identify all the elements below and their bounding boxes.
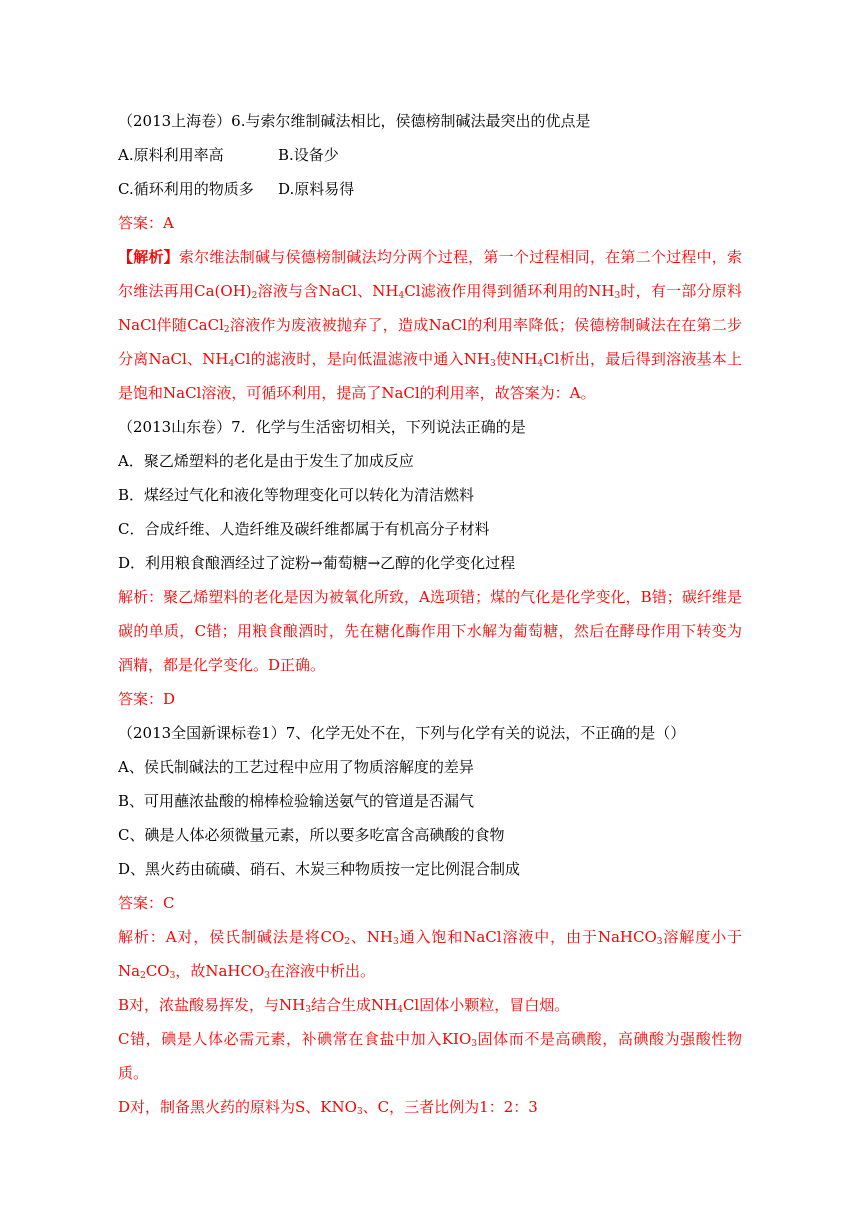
q1-option-d: D.原料易得 xyxy=(278,180,355,198)
analysis-tag: 【解析】 xyxy=(118,248,179,266)
q2-option-a: A．聚乙烯塑料的老化是由于发生了加成反应 xyxy=(118,452,414,470)
q1-answer: 答案：A xyxy=(118,214,174,232)
q1-option-c: C.循环利用的物质多 xyxy=(118,180,254,198)
q3-answer: 答案：C xyxy=(118,894,175,912)
q3-option-c: C、碘是人体必须微量元素，所以要多吃富含高碘酸的食物 xyxy=(118,826,505,844)
q3-analysis-b: B对，浓盐酸易挥发，与$NH_3$结合生成$NH_4Cl$固体小颗粒，冒白烟。 xyxy=(118,996,570,1015)
q3-analysis-a: 解析：A对，侯氏制碱法是将$CO_2$、$NH_3$通入饱和NaCl溶液中，由于NaHCO$_3$溶解度小于$Na_2CO_3$，故NaHCO$_3$在溶液中析出。 xyxy=(118,928,742,981)
document-page xyxy=(118,104,742,1124)
q2-answer: 答案：D xyxy=(118,690,176,708)
q1-option-b: B.设备少 xyxy=(278,146,339,164)
q2-analysis: 解析：聚乙烯塑料的老化是因为被氧化所致，A选项错；煤的气化是化学变化，B错；碳纤维是碳的单质，C错；用粮食酿酒时，先在糖化酶作用下水解为葡萄糖，然后在酵母作用下转变为酒精，都是化学变化。D正确。 xyxy=(118,588,742,674)
q1-option-a: A.原料利用率高 xyxy=(118,146,224,164)
q3-stem: （2013全国新课标卷1）7、化学无处不在，下列与化学有关的说法，不正确的是（） xyxy=(118,724,686,742)
q3-option-b: B、可用蘸浓盐酸的棉棒检验输送氨气的管道是否漏气 xyxy=(118,792,475,810)
q3-option-a: A、侯氏制碱法的工艺过程中应用了物质溶解度的差异 xyxy=(118,758,474,776)
q3-analysis-c: C错，碘是人体必需元素，补碘常在食盐中加入$KIO_3$固体而不是高碘酸，高碘酸为强酸性物质。 xyxy=(118,1030,742,1082)
q2-option-c: C．合成纤维、人造纤维及碳纤维都属于有机高分子材料 xyxy=(118,520,490,538)
q2-option-b: B．煤经过气化和液化等物理变化可以转化为清洁燃料 xyxy=(118,486,475,504)
q1-options-row1 xyxy=(118,138,742,172)
q1-options-row2 xyxy=(118,172,742,206)
q2-stem: （2013山东卷）7．化学与生活密切相关，下列说法正确的是 xyxy=(118,418,526,436)
q1-analysis: 【解析】索尔维法制碱与侯德榜制碱法均分两个过程，第一个过程相同，在第二个过程中，索尔维法再用$Ca(OH)_2$溶液与含NaCl、$NH_4Cl$滤液作用得到循环利用的$NH_3$时，有一部分原料NaCl伴随CaCl$_2$溶液作为废液被抛弃了，造成NaCl的利用率降低；侯德榜制碱法在在第二步分离NaCl、$NH_4Cl$的滤液时，是向低温滤液中通入$NH_3$使$NH_4Cl$析出，最后得到溶液基本上是饱和NaCl溶液，可循环利用，提高了NaCl的利用率，故答案为：A。 xyxy=(118,248,742,402)
q3-analysis-d: D对，制备黑火药的原料为S、$KNO_3$、C，三者比例为1：2：3 xyxy=(118,1098,538,1117)
q3-option-d: D、黑火药由硫磺、硝石、木炭三种物质按一定比例混合制成 xyxy=(118,860,521,878)
q1-stem: （2013上海卷）6.与索尔维制碱法相比，侯德榜制碱法最突出的优点是 xyxy=(118,112,591,130)
q2-option-d: D．利用粮食酿酒经过了淀粉→葡萄糖→乙醇的化学变化过程 xyxy=(118,554,516,572)
